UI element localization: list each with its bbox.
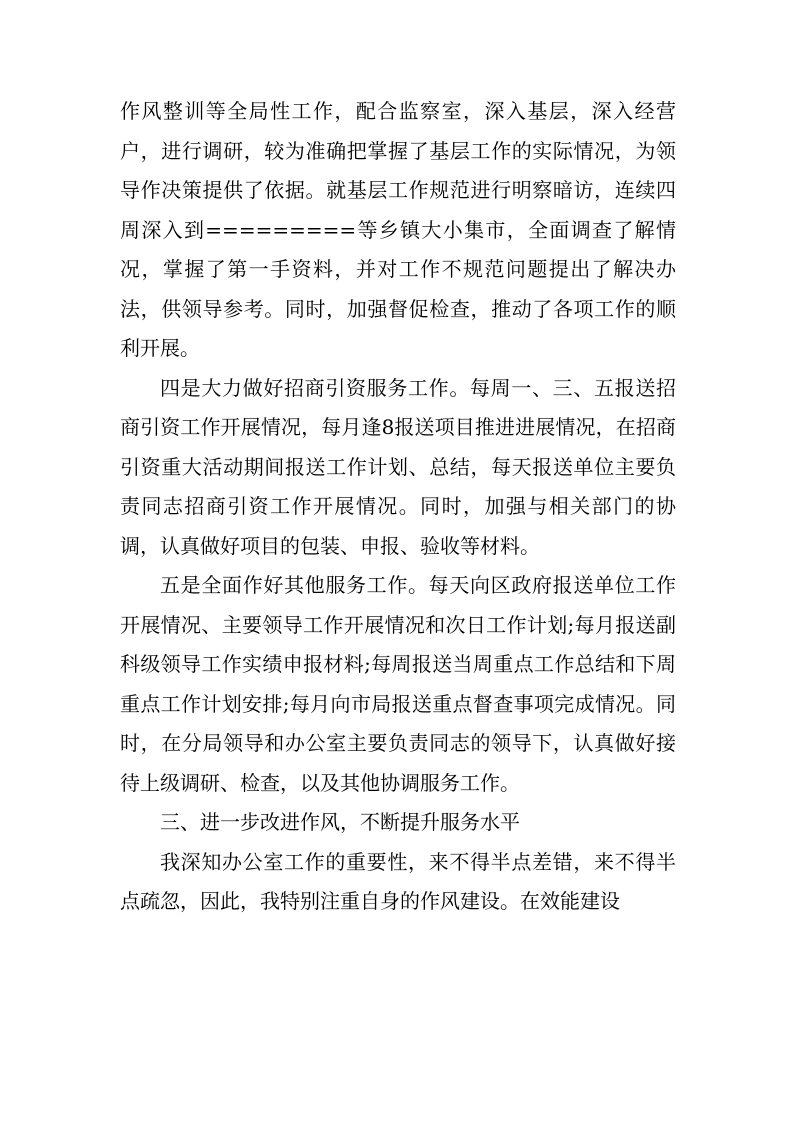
paragraph-continuation: 作风整训等全局性工作，配合监察室，深入基层，深入经营户，进行调研，较为准确把掌握了基层工作的实际情况，为领导作决策提供了依据。就基层工作规范进行明察暗访，连续四周深入到=========等乡镇大小集市，全面调查了解情况，掌握了第一手资料，并对工作不规范问题提出了解决办法，供领导参考。同时，加强督促检查，推动了各项工作的顺利开展。 bbox=[120, 99, 676, 360]
paragraph-other-services: 五是全面作好其他服务工作。每天向区政府报送单位工作开展情况、主要领导工作开展情况和次日工作计划;每月报送副科级领导工作实绩申报材料;每周报送当周重点工作总结和下周重点工作计划安排;每月向市局报送重点督查事项完成情况。同时，在分局领导和办公室主要负责同志的领导下，认真做好接待上级调研、检查，以及其他协调服务工作。 bbox=[120, 573, 676, 795]
section-heading: 三、进一步改进作风，不断提升服务水平 bbox=[160, 810, 520, 834]
document-body bbox=[120, 92, 676, 922]
paragraph-investment-service: 四是大力做好招商引资服务工作。每周一、三、五报送招商引资工作开展情况，每月逢8报送项目推进进展情况，在招商引资重大活动期间报送工作计划、总结，每天报送单位主要负责同志招商引资工作开展情况。同时，加强与相关部门的协调，认真做好项目的包装、申报、验收等材料。 bbox=[120, 375, 676, 558]
paragraph-work-style: 我深知办公室工作的重要性，来不得半点差错，来不得半点疏忽，因此，我特别注重自身的作风建设。在效能建设 bbox=[120, 849, 676, 913]
